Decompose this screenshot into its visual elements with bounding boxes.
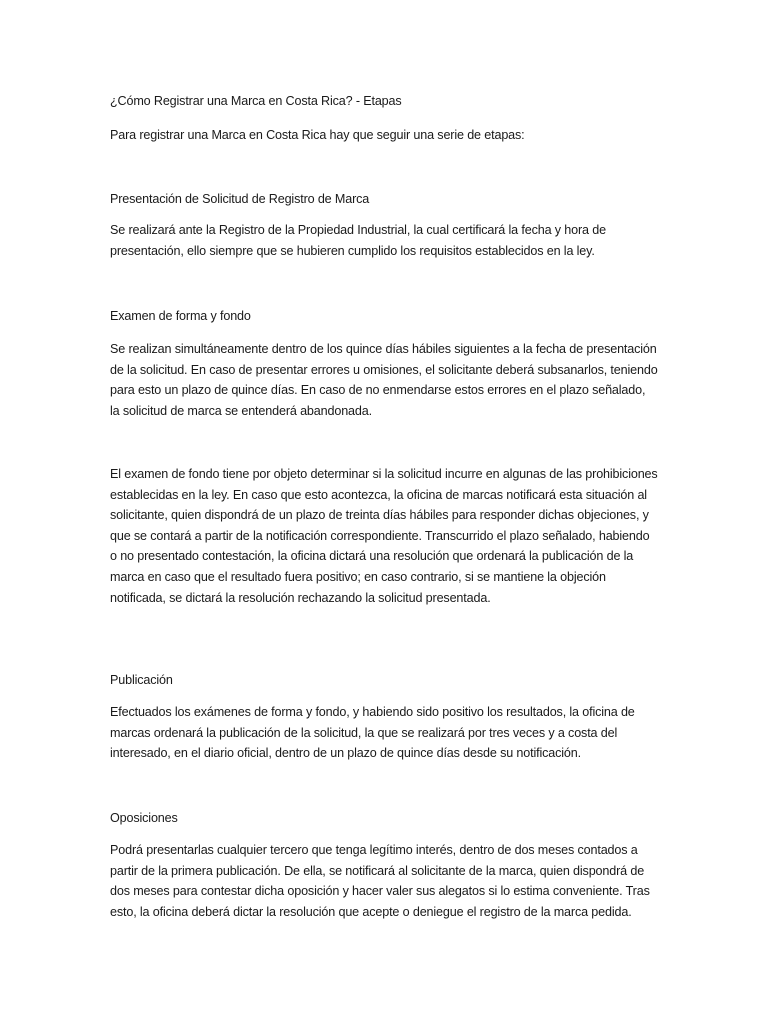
- document-intro: Para registrar una Marca en Costa Rica hay que seguir una serie de etapas:: [110, 128, 525, 142]
- section-paragraph-publicacion: Efectuados los exámenes de forma y fondo, y habiendo sido positivo los resultados, la oficina de marcas ordenará la publicación de la solicitud, la que se realizará por tres veces y a costa del interesado, en el diario oficial, dentro de un plazo de quince días desde su notificación.: [110, 705, 635, 761]
- section-heading-publicacion: Publicación: [110, 673, 173, 687]
- section-heading-presentacion: Presentación de Solicitud de Registro de Marca: [110, 192, 370, 206]
- section-heading-examen: Examen de forma y fondo: [110, 309, 251, 323]
- document-title: ¿Cómo Registrar una Marca en Costa Rica? - Etapas: [110, 94, 402, 108]
- section-paragraph-examen-forma: Se realizan simultáneamente dentro de los quince días hábiles siguientes a la fecha de presentación de la solicitud. En caso de presentar errores u omisiones, el solicitante deberá subsanarlos, teniendo para esto un plazo de quince días. En caso de no enmendarse estos errores en el plazo señalado, la solicitud de marca se entenderá abandonada.: [110, 342, 658, 418]
- section-paragraph-presentacion: Se realizará ante la Registro de la Propiedad Industrial, la cual certificará la fecha y hora de presentación, ello siempre que se hubieren cumplido los requisitos establecidos en la ley.: [110, 223, 606, 258]
- section-paragraph-oposiciones: Podrá presentarlas cualquier tercero que tenga legítimo interés, dentro de dos meses contados a partir de la primera publicación. De ella, se notificará al solicitante de la marca, quien dispondrá de dos meses para contestar dicha oposición y hacer valer sus alegatos si lo estima conveniente. Tras esto, la oficina deberá dictar la resolución que acepte o deniegue el registro de la marca pedida.: [110, 843, 650, 919]
- section-heading-oposiciones: Oposiciones: [110, 811, 178, 825]
- section-paragraph-examen-fondo: El examen de fondo tiene por objeto determinar si la solicitud incurre en algunas de las prohibiciones establecidas en la ley. En caso que esto acontezca, la oficina de marcas notificará esta situación al solicitante, quien dispondrá de un plazo de treinta días hábiles para responder dichas objeciones, y que se contará a partir de la notificación correspondiente. Transcurrido el plazo señalado, habiendo o no presentado contestación, la oficina dictará una resolución que ordenará la publicación de la marca en caso que el resultado fuera positivo; en caso contrario, si se mantiene la objeción notificada, se dictará la resolución rechazando la solicitud presentada.: [110, 467, 658, 605]
